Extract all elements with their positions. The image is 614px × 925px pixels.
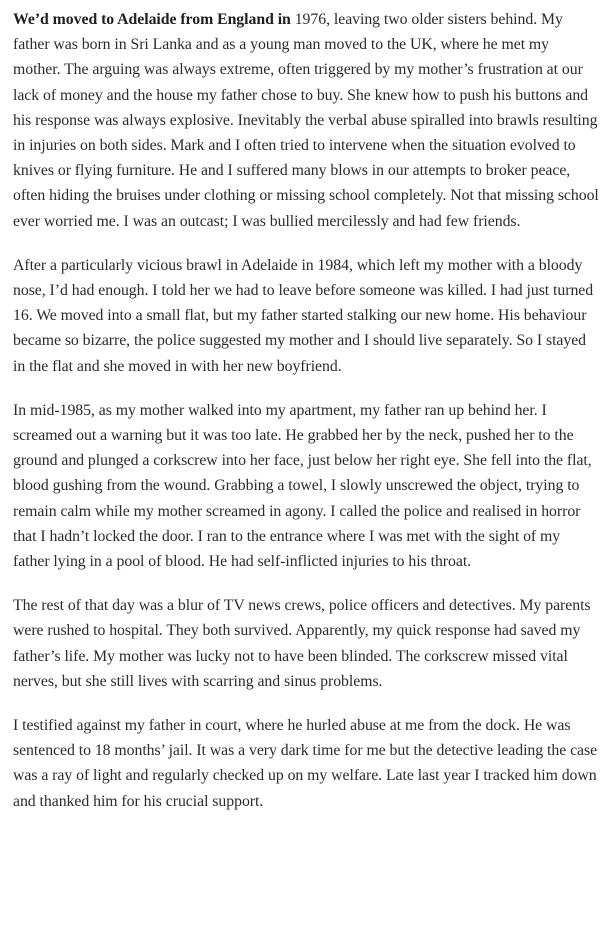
paragraph-2: After a particularly vicious brawl in Adelaide in 1984, which left my mother with a bloody nose, I’d had enough. I told her we had to leave before someone was killed. I had just turned 16. We moved into a small flat, but my father started stalking our new home. His behaviour became so bizarre, the police suggested my mother and I should live separately. So I stayed in the flat and she moved in with her new boyfriend. (13, 256, 594, 375)
paragraph-1-text: 1976, leaving two older sisters behind. My father was born in Sri Lanka and as a young man moved to the UK, where he met my mother. The arguing was always extreme, often triggered by my mother’s frustration at our lack of money and the house my father chose to buy. She knew how to push his buttons and his response was always explosive. Inevitably the verbal abuse spiralled into brawls resulting in injuries on both sides. Mark and I often tried to intervene when the situation evolved to knives or flying furniture. He and I suffered many blows in our attempts to broker peace, often hiding the bruises under clothing or missing school completely. Not that missing school ever worried me. I was an outcast; I was bullied mercilessly and had few friends. (13, 11, 599, 230)
lead-in: We’d moved to Adelaide from England in (13, 11, 291, 28)
paragraph-5: I testified against my father in court, where he hurled abuse at me from the dock. He was sentenced to 18 months’ jail. It was a very dark time for me but the detective leading the case was a ray of light and regularly checked up on my welfare. Late last year I tracked him down and thanked him for his crucial support. (13, 717, 598, 810)
paragraph-4: The rest of that day was a blur of TV news crews, police officers and detectives. My parents were rushed to hospital. They both survived. Apparently, my quick response had saved my father’s life. My mother was lucky not to have been blinded. The corkscrew missed vital nerves, but she still lives with scarring and sinus problems. (13, 597, 591, 690)
paragraph-1 (13, 7, 600, 234)
paragraph-3: In mid-1985, as my mother walked into my apartment, my father ran up behind her. I screamed out a warning but it was too late. He grabbed her by the neck, pushed her to the ground and plunged a corkscrew into her face, just below her right eye. She fell into the flat, blood gushing from the wound. Grabbing a towel, I slowly unscrewed the object, trying to remain calm while my mother screamed in agony. I called the police and realised in horror that I hadn’t locked the door. I ran to the entrance where I was met with the sight of my father lying in a pool of blood. He had self-inflicted injuries to his throat. (13, 401, 592, 571)
